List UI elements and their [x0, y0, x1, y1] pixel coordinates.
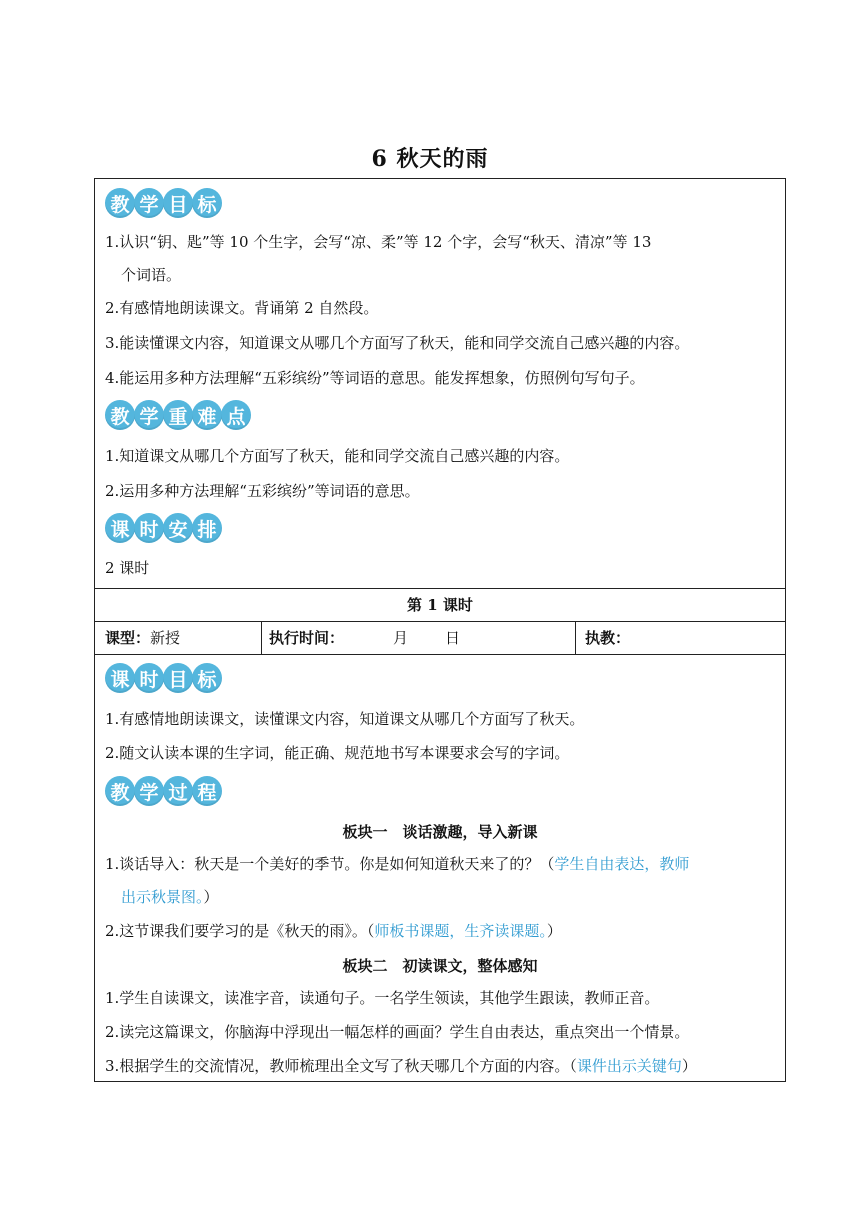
badge-char: 学	[134, 188, 164, 218]
block1-item-continued	[121, 886, 777, 908]
badge-char: 教	[105, 776, 135, 806]
section-badge-schedule	[105, 513, 221, 545]
key-point-item: 1.知道课文从哪几个方面写了秋天，能和同学交流自己感兴趣的内容。	[105, 447, 570, 465]
block1-item	[105, 920, 777, 942]
block1-item	[105, 853, 777, 875]
schedule-text: 2 课时	[105, 559, 150, 577]
badge-char: 课	[105, 663, 135, 693]
block1-item-text: 2.这节课我们要学习的是《秋天的雨》。（	[105, 922, 375, 940]
block1-item-end: ）	[203, 888, 219, 906]
block1-item-note: 师板书课题，生齐读课题。	[374, 922, 547, 940]
badge-char: 过	[163, 776, 193, 806]
block1-item-end: ）	[546, 922, 562, 940]
day-label: 日	[445, 629, 461, 647]
badge-char: 课	[105, 513, 135, 543]
goal-item-continued: 个词语。	[121, 266, 182, 284]
lesson-type-label: 课型：	[105, 629, 151, 647]
block1-item-text: 1.谈话导入：秋天是一个美好的季节。你是如何知道秋天来了的？（	[105, 855, 555, 873]
teacher-label-text: 执教：	[585, 629, 631, 647]
execution-time-label: 执行时间：	[269, 629, 345, 647]
column-divider	[261, 621, 262, 654]
lesson-goal-item: 2.随文认读本课的生字词，能正确、规范地书写本课要求会写的字词。	[105, 744, 570, 762]
badge-char: 教	[105, 188, 135, 218]
section-badge-process	[105, 776, 221, 808]
badge-char: 安	[163, 513, 193, 543]
block2-item: 2.读完这篇课文，你脑海中浮现出一幅怎样的画面？学生自由表达，重点突出一个情景。	[105, 1023, 690, 1041]
badge-char: 时	[134, 513, 164, 543]
page-title: 6 秋天的雨	[371, 146, 489, 172]
teacher-label	[585, 627, 630, 649]
lesson-type-value: 新授	[150, 629, 181, 647]
goal-item: 1.认识“钥、匙”等 10 个生字，会写“凉、柔”等 12 个字，会写“秋天、清凉”等 13	[105, 233, 652, 251]
section-badge-key-points	[105, 400, 250, 432]
badge-char: 学	[134, 400, 164, 430]
column-divider	[575, 621, 576, 654]
block2-item-text: 3.根据学生的交流情况，教师梳理出全文写了秋天哪几个方面的内容。（	[105, 1057, 577, 1075]
row-divider	[95, 588, 785, 589]
block2-item-end: ）	[681, 1057, 697, 1075]
section-badge-lesson-goals	[105, 663, 221, 695]
block1-item-note: 学生自由表达，教师	[554, 855, 690, 873]
block2-item	[105, 1055, 777, 1077]
badge-char: 标	[192, 663, 222, 693]
goal-item: 2.有感情地朗读课文。背诵第 2 自然段。	[105, 299, 379, 317]
section-badge-teaching-goals	[105, 188, 221, 220]
badge-char: 目	[163, 188, 193, 218]
lesson-title: 第 1 课时	[407, 596, 473, 614]
badge-char: 学	[134, 776, 164, 806]
lesson-type	[105, 627, 180, 649]
month-label: 月	[393, 629, 409, 647]
execution-time	[269, 627, 344, 649]
row-divider	[95, 621, 785, 622]
badge-char: 程	[192, 776, 222, 806]
badge-char: 教	[105, 400, 135, 430]
key-point-item: 2.运用多种方法理解“五彩缤纷”等词语的意思。	[105, 482, 420, 500]
lesson-goal-item: 1.有感情地朗读课文，读懂课文内容，知道课文从哪几个方面写了秋天。	[105, 710, 585, 728]
block2-item: 1.学生自读课文，读准字音，读通句子。一名学生领读，其他学生跟读，教师正音。	[105, 989, 660, 1007]
block1-item-note: 出示秋景图。	[121, 888, 204, 906]
block2-item-note: 课件出示关键句	[576, 1057, 682, 1075]
lesson-plan-table	[94, 178, 786, 1082]
row-divider	[95, 654, 785, 655]
badge-char: 时	[134, 663, 164, 693]
goal-item: 3.能读懂课文内容，知道课文从哪几个方面写了秋天，能和同学交流自己感兴趣的内容。	[105, 334, 690, 352]
badge-char: 排	[192, 513, 222, 543]
badge-char: 标	[192, 188, 222, 218]
block2-heading: 板块二 初读课文，整体感知	[342, 957, 538, 975]
badge-char: 点	[221, 400, 251, 430]
goal-item: 4.能运用多种方法理解“五彩缤纷”等词语的意思。能发挥想象，仿照例句写句子。	[105, 369, 645, 387]
badge-char: 重	[163, 400, 193, 430]
badge-char: 目	[163, 663, 193, 693]
badge-char: 难	[192, 400, 222, 430]
block1-heading: 板块一 谈话激趣，导入新课	[342, 823, 538, 841]
